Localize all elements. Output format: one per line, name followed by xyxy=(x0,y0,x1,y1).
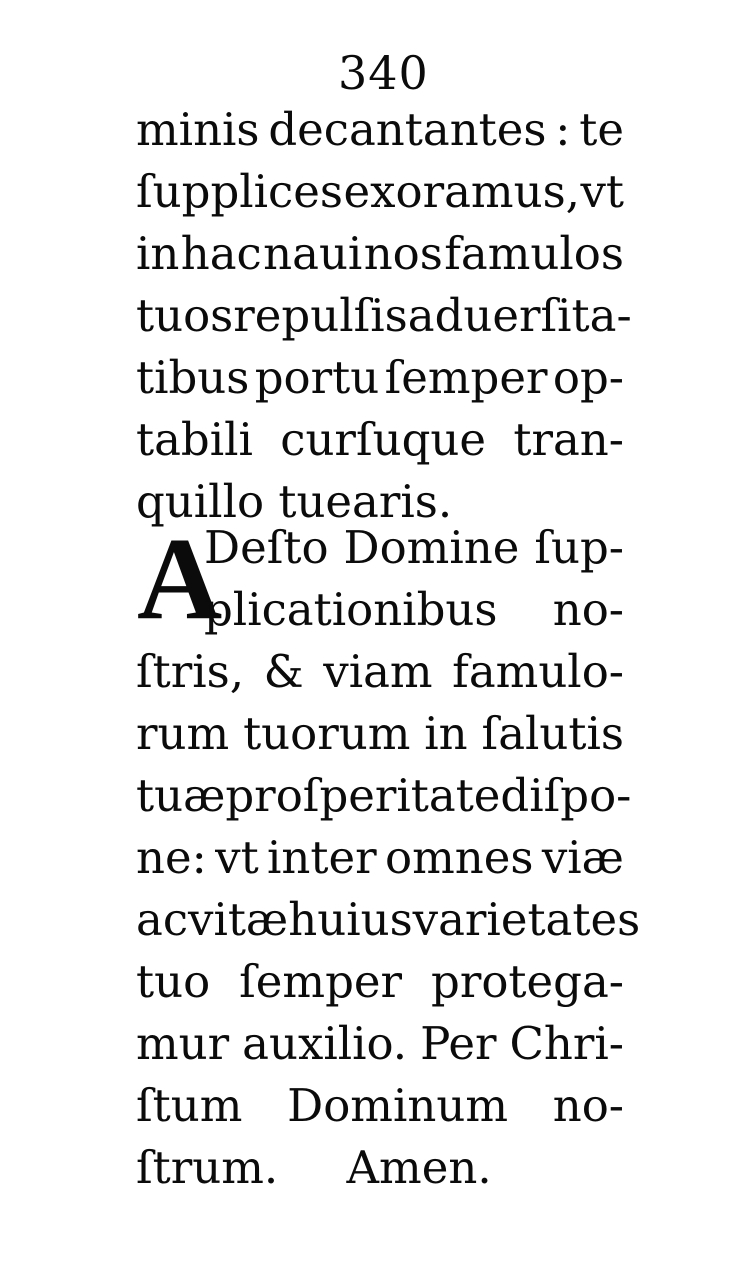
text-line xyxy=(136,347,624,409)
word: ſtum xyxy=(136,1079,243,1132)
word: curſuque xyxy=(280,413,487,466)
word: hac xyxy=(180,227,262,280)
word: Dominum xyxy=(287,1079,508,1132)
text-line xyxy=(136,1013,624,1075)
word: inter xyxy=(267,831,377,884)
word: mur xyxy=(136,1017,230,1070)
word: rum xyxy=(136,707,230,760)
drop-cap-initial: A xyxy=(137,513,223,644)
word: ne: xyxy=(136,831,207,884)
word: auxilio. xyxy=(242,1017,408,1070)
word: ſemper xyxy=(239,955,403,1008)
text-line xyxy=(136,889,641,951)
word: ſalutis xyxy=(481,707,624,760)
word: viam xyxy=(323,645,433,698)
word: aduerſita- xyxy=(407,289,632,342)
text-line xyxy=(136,765,632,827)
word: tran- xyxy=(513,413,624,466)
word: in xyxy=(424,707,468,760)
text-line xyxy=(136,223,624,285)
text-line xyxy=(136,703,624,765)
page-number: 340 xyxy=(338,46,429,100)
text-line xyxy=(136,99,624,161)
word: ac xyxy=(136,893,189,946)
word: minis xyxy=(136,103,260,156)
text-line xyxy=(136,285,632,347)
word: no- xyxy=(552,1079,624,1132)
word: tabili xyxy=(136,413,253,466)
word: exoramus, xyxy=(343,165,580,218)
word: op- xyxy=(552,351,624,404)
word: tuorum xyxy=(243,707,411,760)
word: Per xyxy=(420,1017,497,1070)
word: vitæ xyxy=(188,893,289,946)
word: ſup- xyxy=(534,521,624,574)
word: ſupplices xyxy=(136,165,343,218)
word: tuæ xyxy=(136,769,226,822)
word: omnes xyxy=(384,831,534,884)
word: plicationibus xyxy=(204,583,498,636)
word: ſemper xyxy=(384,351,548,404)
word: Amen. xyxy=(346,1141,492,1194)
word: tuo xyxy=(136,955,211,1008)
word: quillo tuearis. xyxy=(136,475,453,528)
word: viæ xyxy=(541,831,624,884)
text-line xyxy=(204,579,624,641)
text-line xyxy=(136,1075,624,1137)
word: portu xyxy=(254,351,380,404)
word: naui xyxy=(263,227,363,280)
word: famulos xyxy=(444,227,624,280)
word: tibus xyxy=(136,351,250,404)
text-line xyxy=(204,517,624,579)
word: proſperitate xyxy=(225,769,501,822)
word: famulo- xyxy=(452,645,624,698)
text-line xyxy=(136,161,624,223)
word: Chri- xyxy=(509,1017,624,1070)
word: repulſis xyxy=(233,289,408,342)
word: decantantes xyxy=(268,103,547,156)
word: huius xyxy=(288,893,413,946)
word: ſtris, xyxy=(136,645,245,698)
word: no- xyxy=(552,583,624,636)
word: vt xyxy=(580,165,624,218)
word: in xyxy=(136,227,180,280)
word: protega- xyxy=(431,955,624,1008)
text-line xyxy=(136,1137,516,1199)
word: nos xyxy=(363,227,443,280)
word: & xyxy=(263,645,304,698)
word: te xyxy=(579,103,624,156)
word: vt xyxy=(215,831,259,884)
word: Deſto xyxy=(204,521,329,574)
text-line xyxy=(136,409,624,471)
word: diſpo- xyxy=(500,769,632,822)
word: tuos xyxy=(136,289,234,342)
word: ſtrum. xyxy=(136,1141,279,1194)
word: Domine xyxy=(343,521,520,574)
text-line xyxy=(136,641,624,703)
text-line xyxy=(136,827,624,889)
punctuation: : xyxy=(555,103,571,156)
word: varietates xyxy=(412,893,641,946)
text-line xyxy=(136,951,624,1013)
